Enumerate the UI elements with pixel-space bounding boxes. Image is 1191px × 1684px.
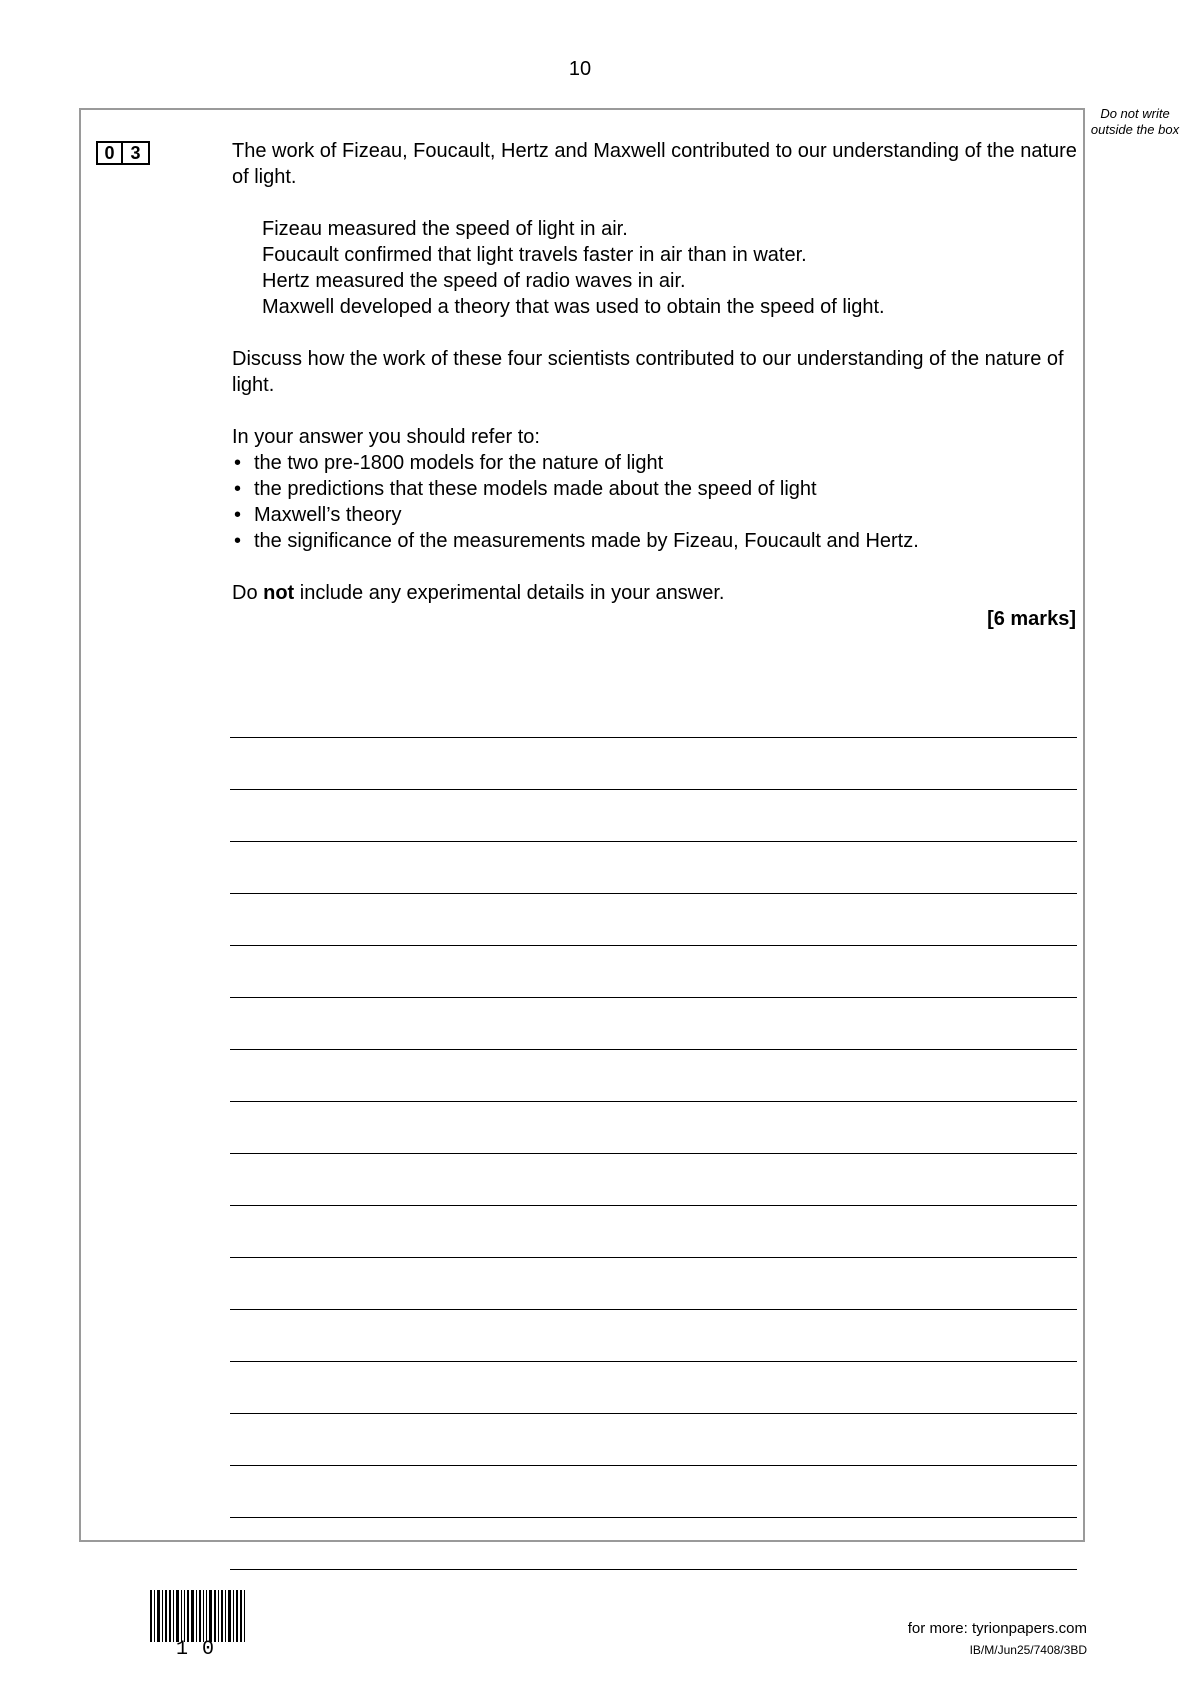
answer-line[interactable] [230, 842, 1077, 894]
answer-line[interactable] [230, 998, 1077, 1050]
question-intro: The work of Fizeau, Foucault, Hertz and Maxwell contributed to our understanding of the nature of light. [232, 140, 1077, 188]
footer-link[interactable]: for more: tyrionpapers.com [907, 1620, 1087, 1637]
bullet-item: • the predictions that these models made about the speed of light [232, 476, 1082, 502]
question-number-digit-1: 0 [96, 141, 123, 165]
answer-line[interactable] [230, 1362, 1077, 1414]
answer-line[interactable] [230, 1258, 1077, 1310]
barcode-bar [162, 1590, 163, 1642]
barcode-bar [244, 1590, 245, 1642]
barcode-bar [236, 1590, 238, 1642]
answer-line[interactable] [230, 1414, 1077, 1466]
barcode-bar [176, 1590, 179, 1642]
barcode-bar [157, 1590, 160, 1642]
statements-list [232, 216, 1082, 320]
barcode-bar [214, 1590, 216, 1642]
barcode-bar [184, 1590, 185, 1642]
barcode-bar [225, 1590, 226, 1642]
barcode-bar [169, 1590, 171, 1642]
barcode-bar [165, 1590, 167, 1642]
marks-label: [6 marks] [987, 608, 1076, 630]
page-number: 10 [568, 58, 592, 80]
answer-line[interactable] [230, 1050, 1077, 1102]
instruction-pre: Do [232, 582, 264, 604]
barcode-bar [203, 1590, 204, 1642]
barcode-number: 10 [176, 1638, 229, 1661]
answer-line[interactable] [230, 1102, 1077, 1154]
instruction [232, 580, 1082, 606]
answer-line[interactable] [230, 894, 1077, 946]
question-number [96, 141, 150, 165]
barcode-bar [221, 1590, 223, 1642]
answer-line[interactable] [230, 1206, 1077, 1258]
statement-maxwell: Maxwell developed a theory that was used to obtain the speed of light. [262, 296, 885, 318]
barcode [150, 1590, 247, 1642]
refer-intro: In your answer you should refer to: [232, 426, 540, 448]
statement-fizeau: Fizeau measured the speed of light in air. [262, 218, 628, 240]
instruction-bold: not [263, 582, 295, 604]
barcode-bar [196, 1590, 197, 1642]
bullet-list [232, 450, 1082, 554]
question-task: Discuss how the work of these four scientists contributed to our understanding of the nature of light. [232, 348, 1064, 396]
barcode-bar [206, 1590, 207, 1642]
answer-line[interactable] [230, 946, 1077, 998]
barcode-bar [240, 1590, 242, 1642]
instruction-post: include any experimental details in your answer. [294, 582, 725, 604]
answer-line[interactable] [230, 1466, 1077, 1518]
barcode-bar [233, 1590, 234, 1642]
barcode-bar [173, 1590, 174, 1642]
answer-line[interactable] [230, 1518, 1077, 1570]
answer-line[interactable] [230, 790, 1077, 842]
barcode-bar [218, 1590, 219, 1642]
statement-hertz: Hertz measured the speed of radio waves in air. [262, 270, 686, 292]
bullet-item: • the two pre-1800 models for the nature of light [232, 450, 1082, 476]
barcode-bar [228, 1590, 231, 1642]
barcode-bar [191, 1590, 194, 1642]
statement-foucault: Foucault confirmed that light travels faster in air than in water. [262, 244, 807, 266]
answer-line[interactable] [230, 1310, 1077, 1362]
paper-code: IB/M/Jun25/7408/3BD [969, 1643, 1087, 1657]
barcode-bar [154, 1590, 155, 1642]
bullet-item: • Maxwell’s theory [232, 502, 1082, 528]
footer [908, 1620, 1087, 1657]
barcode-bar [181, 1590, 182, 1642]
bullet-item: • the significance of the measurements made by Fizeau, Foucault and Hertz. [232, 528, 1082, 554]
answer-line[interactable] [230, 686, 1077, 738]
question-text [232, 138, 1082, 632]
answer-line[interactable] [230, 738, 1077, 790]
answer-lines[interactable] [230, 686, 1077, 1570]
barcode-bar [209, 1590, 212, 1642]
margin-note: Do not write outside the box [1090, 106, 1180, 137]
barcode-bar [199, 1590, 201, 1642]
question-number-digit-2: 3 [123, 141, 150, 165]
barcode-bar [150, 1590, 152, 1642]
barcode-bar [187, 1590, 189, 1642]
answer-line[interactable] [230, 1154, 1077, 1206]
